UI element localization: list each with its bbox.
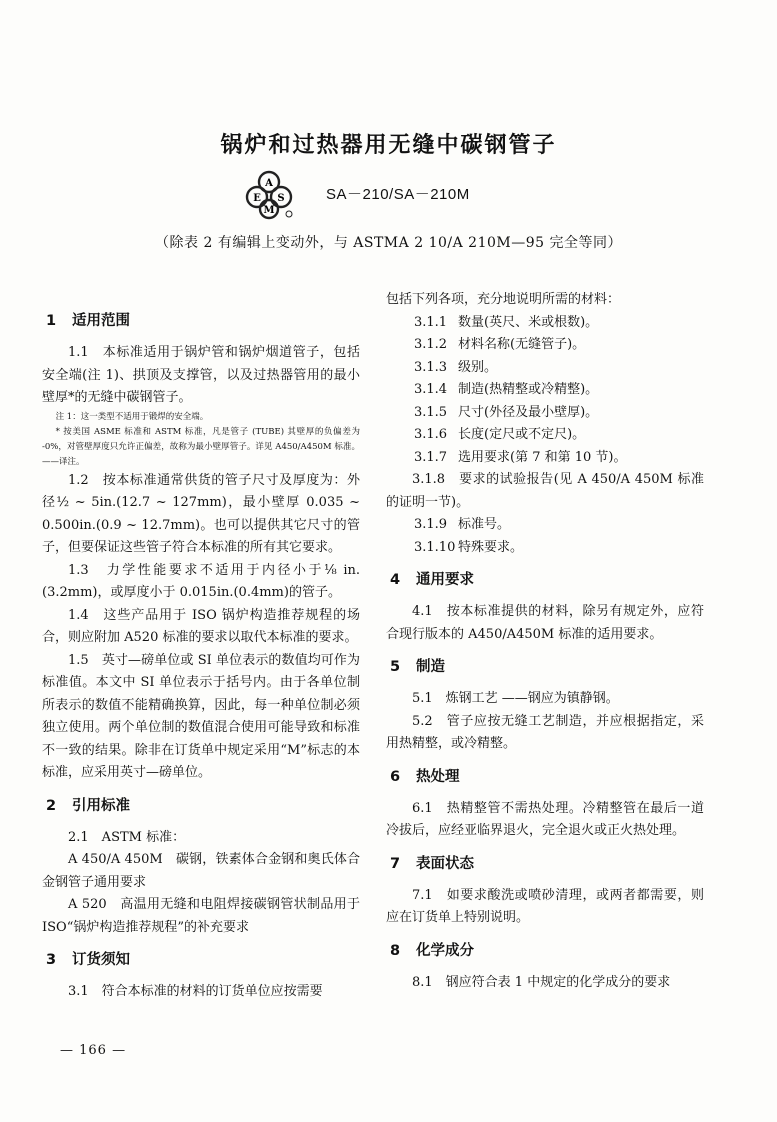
svg-text:M: M bbox=[263, 205, 275, 216]
paragraph-6-1: 6.1 热精整管不需热处理。冷精整管在最后一道冷拔后，应经亚临界退火，完全退火或正火热处理。 bbox=[386, 800, 704, 838]
section-heading-4: 4 通用要求 bbox=[390, 572, 474, 588]
right-column bbox=[386, 289, 704, 994]
paragraph-3-1-continued: 包括下列各项，充分地说明所需的材料： bbox=[386, 292, 621, 307]
paragraph-1-4: 1.4 这些产品用于 ISO 锅炉构造推荐规程的场合，则应附加 A520 标准的要求以取代本标准的要求。 bbox=[42, 607, 360, 645]
paragraph-5-1: 5.1 炼钢工艺 ——钢应为镇静钢。 bbox=[412, 691, 619, 706]
section-heading-1: 1 适用范围 bbox=[46, 313, 130, 329]
paragraph-3-1: 3.1 符合本标准的材料的订货单位应按需要 bbox=[68, 984, 323, 999]
list-item-3-1-8: 3.1.8 要求的试验报告(见 A 450/A 450M 标准的证明一节)。 bbox=[386, 472, 704, 510]
list-item-3-1-1: 3.1.1 数量(英尺、米或根数)。 bbox=[414, 314, 599, 330]
paragraph-2-1: 2.1 ASTM 标准： bbox=[68, 829, 186, 845]
paragraph-4-1: 4.1 按本标准提供的材料，除另有规定外，应符合现行版本的 A450/A450M 标准的适用要求。 bbox=[386, 604, 704, 642]
section-heading-6: 6 热处理 bbox=[390, 768, 460, 785]
paragraph-5-2: 5.2 管子应按无缝工艺制造，并应根据指定，采用热精整，或冷精整。 bbox=[386, 713, 704, 751]
asme-logo-icon bbox=[244, 170, 294, 220]
section-heading-7: 7 表面状态 bbox=[390, 855, 474, 872]
footnote-1: 注 1：这一类型不适用于锻焊的安全端。 bbox=[55, 411, 209, 422]
list-item-3-1-6: 3.1.6 长度(定尺或不定尺)。 bbox=[414, 427, 586, 442]
paragraph-1-1: 1.1 本标准适用于锅炉管和锅炉烟道管子，包括安全端(注 1)、拱顶及支撑管，以及过热器管用的最小壁厚*的无缝中碳钢管子。 bbox=[42, 345, 360, 405]
list-item-3-1-3: 3.1.3 级别。 bbox=[414, 359, 498, 375]
list-item-3-1-5: 3.1.5 尺寸(外径及最小壁厚)。 bbox=[414, 404, 599, 420]
footnote-translator: * 按美国 ASME 标准和 ASTM 标准，凡是管子 (TUBE) 其壁厚的负偏差为 -0%，对管壁厚度只允许正偏差，故称为最小壁厚管子。详见 A450/A450M 标准。——译注。 bbox=[42, 426, 360, 467]
document-title: 锅炉和过热器用无缝中碳钢管子 bbox=[220, 133, 557, 158]
list-item-3-1-9: 3.1.9 标准号。 bbox=[414, 517, 511, 532]
section-heading-3: 3 订货须知 bbox=[46, 952, 130, 968]
paragraph-1-3: 1.3 力学性能要求不适用于内径小于⅛ in.(3.2mm)，或厚度小于 0.015in.(0.4mm)的管子。 bbox=[42, 562, 360, 600]
reference-a520: A 520 高温用无缝和电阻焊接碳钢管状制品用于 ISO“锅炉构造推荐规程”的补充要求 bbox=[42, 897, 360, 935]
equivalence-note: （除表 2 有编辑上变动外，与 ASTMA 2 10/A 210M—95 完全等同） bbox=[155, 235, 622, 251]
list-item-3-1-4: 3.1.4 制造(热精整或冷精整)。 bbox=[414, 382, 599, 397]
paragraph-1-5: 1.5 英寸—磅单位或 SI 单位表示的数值均可作为标准值。本文中 SI 单位表示于括号内。由于各单位制所表示的数值不能精确换算，因此，每一种单位制必须独立使用。两个单位制的数值混合使用可能导致和标准不一致的结果。除非在订货单中规定采用“M”标志的本标准，应采用英寸—磅单位。 bbox=[42, 652, 360, 780]
paragraph-1-2: 1.2 按本标准通常供货的管子尺寸及厚度为：外径½ ~ 5in.(12.7 ~ 127mm)，最小壁厚 0.035 ~ 0.500in.(0.9 ~ 12.7mm)。也可以提供其它尺寸的管子，但要保证这些管子符合本标准的所有其它要求。 bbox=[42, 472, 360, 555]
list-item-3-1-2: 3.1.2 材料名称(无缝管子)。 bbox=[414, 337, 586, 352]
standard-code: SA－210/SA－210M bbox=[326, 186, 470, 203]
svg-text:S: S bbox=[277, 193, 285, 204]
section-heading-5: 5 制造 bbox=[390, 659, 445, 675]
list-item-3-1-10: 3.1.10 特殊要求。 bbox=[414, 539, 524, 555]
svg-text:A: A bbox=[265, 178, 273, 189]
page-number: — 166 — bbox=[60, 1043, 127, 1058]
section-heading-8: 8 化学成分 bbox=[390, 942, 474, 959]
reference-a450: A 450/A 450M 碳钢，铁素体合金钢和奥氏体合金钢管子通用要求 bbox=[42, 852, 360, 890]
svg-text:E: E bbox=[253, 193, 261, 204]
paragraph-7-1: 7.1 如要求酸洗或喷砂清理，或两者都需要，则应在订货单上特别说明。 bbox=[386, 887, 704, 925]
list-item-3-1-7: 3.1.7 选用要求(第 7 和第 10 节)。 bbox=[414, 449, 627, 465]
section-heading-2: 2 引用标准 bbox=[46, 797, 130, 814]
left-column bbox=[42, 300, 360, 1004]
paragraph-8-1: 8.1 钢应符合表 1 中规定的化学成分的要求 bbox=[412, 974, 671, 990]
